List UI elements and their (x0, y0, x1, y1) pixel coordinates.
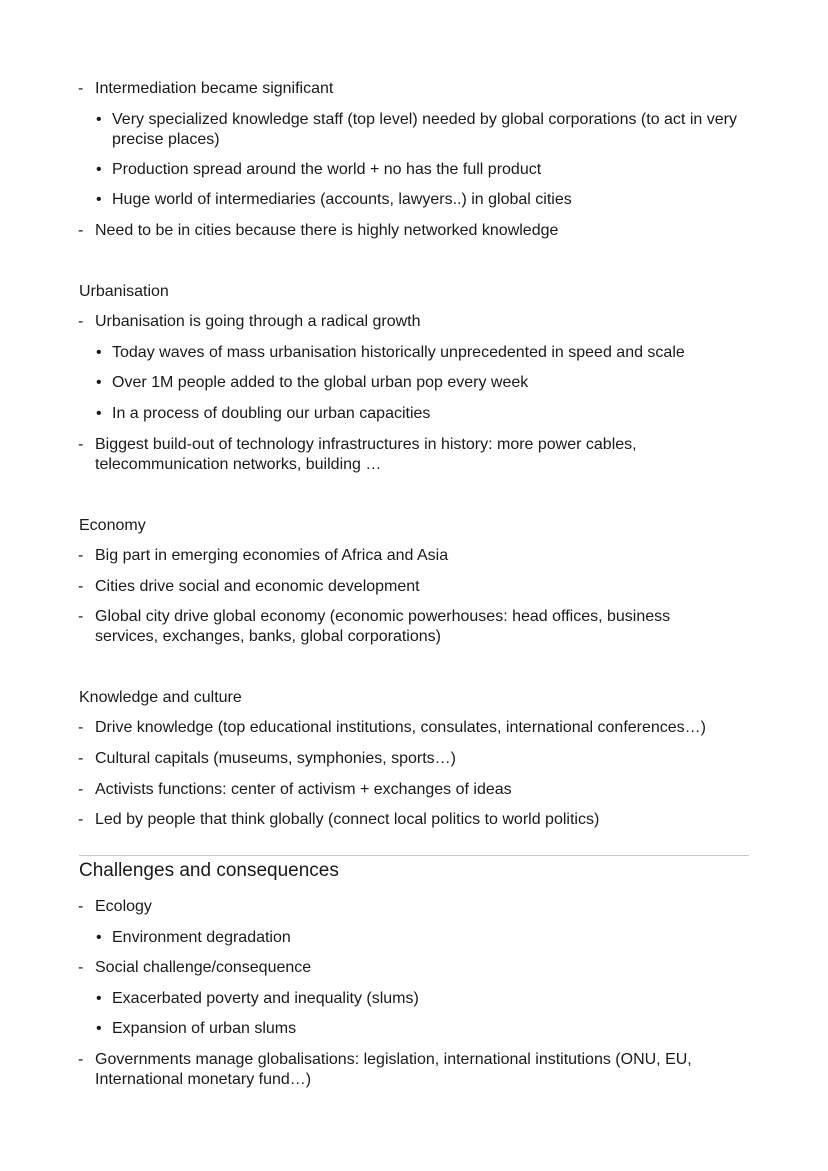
list-item (78, 810, 760, 830)
list-item (78, 312, 760, 332)
bullet-marker: • (96, 405, 102, 422)
list-item (96, 404, 762, 424)
item-text: Ecology (95, 898, 152, 915)
item-text: Exacerbated poverty and inequality (slums) (112, 990, 419, 1007)
dash-marker: - (78, 313, 84, 330)
dash-marker: - (78, 719, 84, 736)
section-heading-urbanisation: Urbanisation (79, 283, 169, 300)
dash-marker: - (78, 80, 84, 97)
list-item (78, 780, 760, 800)
list-item (96, 928, 762, 948)
list-item (78, 958, 760, 978)
list-item (78, 546, 760, 566)
item-text: Over 1M people added to the global urban pop every week (112, 374, 529, 391)
list-item (78, 897, 760, 917)
list-item (78, 577, 760, 597)
item-text: Governments manage globalisations: legislation, international institutions (ONU, EU, International monetary fund…) (95, 1051, 692, 1088)
item-text: Activists functions: center of activism + exchanges of ideas (95, 781, 512, 798)
section-heading-knowledge: Knowledge and culture (79, 689, 242, 706)
item-text: Urbanisation is going through a radical growth (95, 313, 421, 330)
dash-marker: - (78, 1051, 84, 1068)
item-text: Expansion of urban slums (112, 1020, 297, 1037)
dash-marker: - (78, 750, 84, 767)
item-text: Social challenge/consequence (95, 959, 312, 976)
bullet-marker: • (96, 929, 102, 946)
list-item (96, 190, 762, 210)
list-item (78, 607, 735, 647)
dash-marker: - (78, 608, 84, 625)
dash-marker: - (78, 898, 84, 915)
item-text: Cities drive social and economic development (95, 578, 420, 595)
section-divider (79, 855, 749, 856)
bullet-marker: • (96, 111, 102, 128)
item-text: Need to be in cities because there is highly networked knowledge (95, 222, 559, 239)
item-text: Biggest build-out of technology infrastructures in history: more power cables, telecommunication networks, building … (95, 436, 637, 473)
item-text: Drive knowledge (top educational institutions, consulates, international conferences…) (95, 719, 707, 736)
list-item (78, 79, 760, 99)
dash-marker: - (78, 222, 84, 239)
list-item (96, 343, 762, 363)
item-text: Environment degradation (112, 929, 291, 946)
list-item (78, 435, 715, 475)
list-item (78, 221, 760, 241)
dash-marker: - (78, 781, 84, 798)
item-text: Cultural capitals (museums, symphonies, sports…) (95, 750, 457, 767)
item-text: In a process of doubling our urban capacities (112, 405, 431, 422)
item-text: Today waves of mass urbanisation historically unprecedented in speed and scale (112, 344, 685, 361)
item-text: Huge world of intermediaries (accounts, lawyers..) in global cities (112, 191, 572, 208)
bullet-marker: • (96, 344, 102, 361)
item-text: Very specialized knowledge staff (top level) needed by global corporations (to act in very precise places) (112, 111, 737, 148)
dash-marker: - (78, 811, 84, 828)
item-text: Intermediation became significant (95, 80, 334, 97)
list-item (96, 1019, 762, 1039)
list-item (96, 160, 762, 180)
list-item (96, 989, 762, 1009)
section-heading-challenges: Challenges and consequences (79, 860, 339, 881)
dash-marker: - (78, 959, 84, 976)
bullet-marker: • (96, 374, 102, 391)
item-text: Led by people that think globally (connect local politics to world politics) (95, 811, 600, 828)
list-item (78, 749, 760, 769)
list-item (78, 1050, 745, 1090)
list-item (96, 110, 762, 150)
list-item (78, 718, 795, 738)
bullet-marker: • (96, 990, 102, 1007)
bullet-marker: • (96, 191, 102, 208)
section-heading-economy: Economy (79, 517, 146, 534)
dash-marker: - (78, 547, 84, 564)
dash-marker: - (78, 436, 84, 453)
item-text: Global city drive global economy (economic powerhouses: head offices, business services, exchanges, banks, global corporations) (95, 608, 671, 645)
item-text: Production spread around the world + no has the full product (112, 161, 542, 178)
bullet-marker: • (96, 161, 102, 178)
item-text: Big part in emerging economies of Africa and Asia (95, 547, 449, 564)
list-item (96, 373, 762, 393)
dash-marker: - (78, 578, 84, 595)
bullet-marker: • (96, 1020, 102, 1037)
